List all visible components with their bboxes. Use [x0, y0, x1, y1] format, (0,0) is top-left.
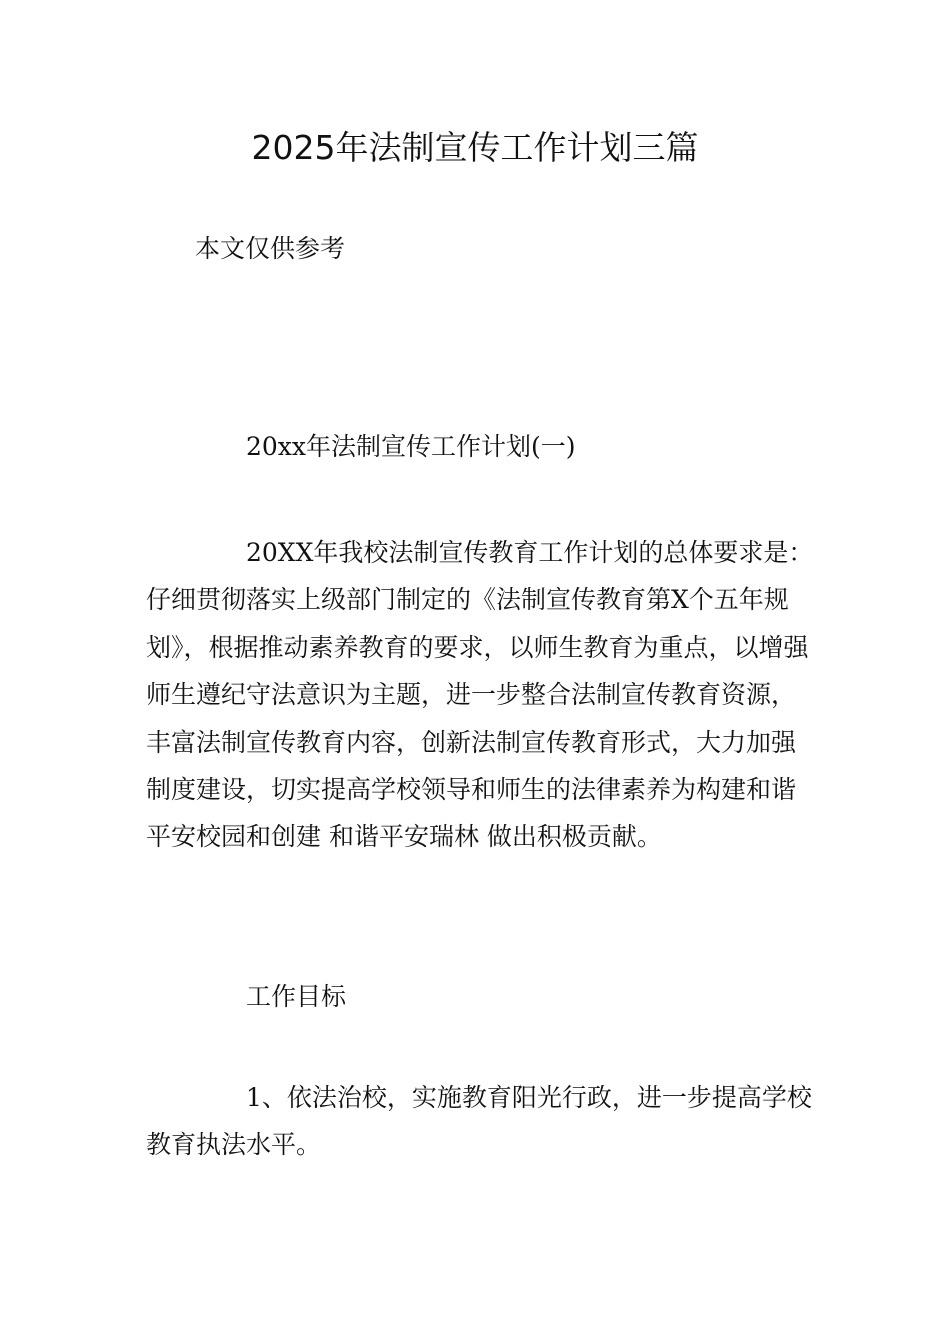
body-paragraph-overall-requirements: 20XX年我校法制宣传教育工作计划的总体要求是：仔细贯彻落实上级部门制定的《法制宣传教育第X个五年规划》，根据推动素养教育的要求，以师生教育为重点，以增强师生遵纪守法意识为主题，进一步整合法制宣传教育资源，丰富法制宣传教育内容，创新法制宣传教育形式，大力加强制度建设，切实提高学校领导和师生的法律素养为构建和谐平安校园和创建 和谐平安瑞林 做出积极贡献。	[146, 538, 814, 852]
reference-note: 本文仅供参考	[195, 234, 346, 263]
goal-heading: 工作目标	[246, 982, 347, 1011]
document-title: 2025年法制宣传工作计划三篇	[251, 128, 699, 167]
section-title: 20xx年法制宣传工作计划(一)	[246, 432, 576, 461]
body-paragraph-goal-1: 1、依法治校，实施教育阳光行政，进一步提高学校教育执法水平。	[146, 1083, 812, 1160]
